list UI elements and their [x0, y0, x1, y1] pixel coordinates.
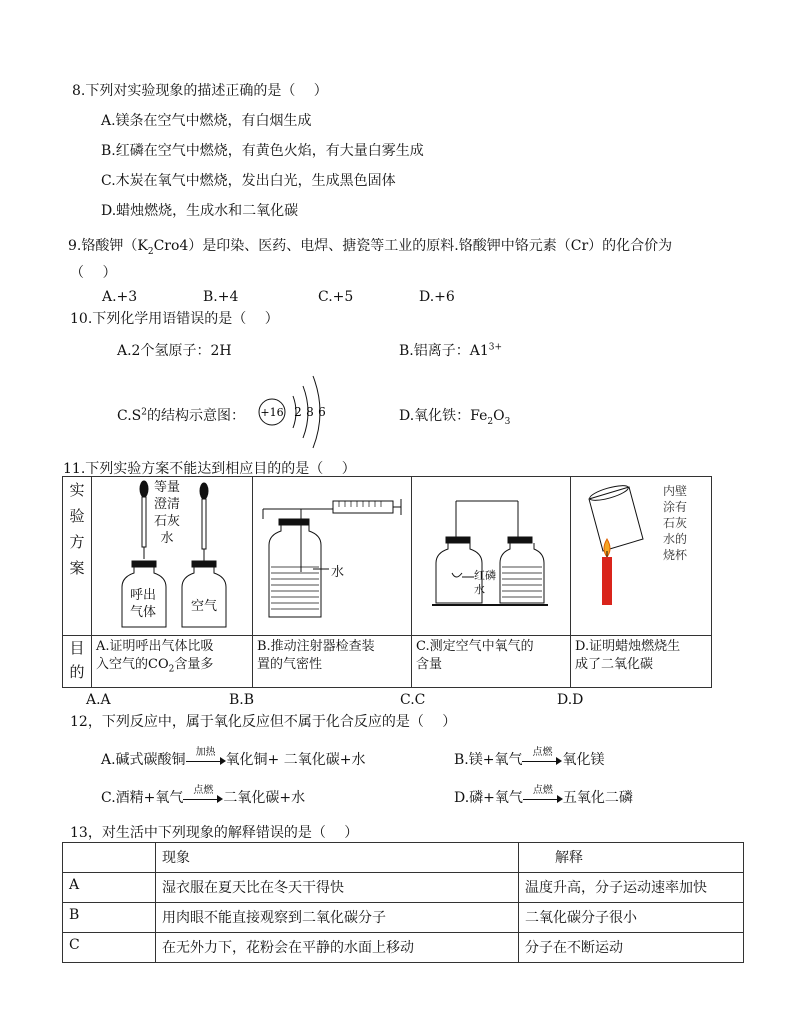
table-cell: B: [63, 903, 156, 933]
table-cell: 温度升高，分子运动速率加快: [519, 873, 744, 903]
table-cell: 用肉眼不能直接观察到二氧化碳分子: [156, 903, 519, 933]
q10-option-a: A.2个氢原子：2H: [117, 343, 232, 359]
table-row: [63, 873, 744, 903]
q9-stem-bracket: （ ）: [70, 265, 117, 281]
q12-option-c: C.酒精+氧气 点燃 二氧化碳+水: [101, 785, 306, 806]
q10-option-c: $C.S^2$的结构示意图：: [117, 407, 245, 424]
table-header-cell: 解释: [519, 843, 744, 873]
fig-c-label: 红磷 水: [474, 569, 496, 596]
table-header-cell: 现象: [156, 843, 519, 873]
q9-stem: 9.铬酸钾$(K_2Cro4)$是印染、医药、电焊、搪瓷等工业的原料.铬酸钾中铬元素（Cr）的化合价为: [68, 238, 673, 257]
q11-stem: 11.下列实验方案不能达到相应目的的是（ ）: [63, 461, 356, 477]
q11-option-b: B.B: [229, 692, 255, 708]
fig-b-cell: [253, 477, 412, 636]
q13-table: [62, 842, 744, 963]
fig-b-syringe-setup: [253, 477, 411, 631]
fig-d-candle-beaker: [571, 477, 711, 631]
q11-option-a: A.A: [86, 692, 111, 708]
fig-d-cell: [571, 477, 712, 636]
purpose-a: A.证明呼出气体比吸 入空气的$CO_2$含量多: [92, 636, 253, 688]
q10-option-d: D.氧化铁：$Fe_2O_3$: [399, 408, 511, 427]
table-row: [63, 933, 744, 963]
table-cell: A: [63, 873, 156, 903]
q10-option-b: B.铝离子：$A1^{3+}$: [399, 342, 503, 359]
q8-option-a: A.镁条在空气中燃烧，有白烟生成: [101, 113, 312, 129]
row-head-scheme: 实 验 方 案: [63, 477, 92, 636]
q8-option-d: D.蜡烛燃烧，生成水和二氧化碳: [101, 203, 299, 219]
q12-stem: 12，下列反应中，属于氧化反应但不属于化合反应的是（ ）: [70, 714, 457, 730]
reaction-arrow: 点燃: [183, 791, 223, 805]
q11-option-c: C.C: [400, 692, 426, 708]
shell-1: 2: [294, 405, 302, 419]
fig-c-oxygen-measure: [412, 477, 570, 631]
q12-option-d: D.磷+氧气 点燃 五氧化二磷: [454, 785, 633, 806]
q8-option-b: B.红磷在空气中燃烧，有黄色火焰，有大量白雾生成: [101, 143, 424, 159]
fig-b-water-label: 水: [331, 565, 345, 580]
table-cell: 分子在不断运动: [519, 933, 744, 963]
table-cell: 在无外力下，花粉会在平静的水面上移动: [156, 933, 519, 963]
q13-stem: 13，对生活中下列现象的解释错误的是（ ）: [70, 825, 359, 841]
q12-option-b: B.镁+氧气 点燃 氧化镁: [454, 747, 605, 768]
purpose-b: B.推动注射器检查装 置的气密性: [253, 636, 412, 688]
shell-3: 6: [318, 405, 326, 419]
q11-option-d: D.D: [557, 692, 584, 708]
table-cell: C: [63, 933, 156, 963]
purpose-c: C.测定空气中氧气的 含量: [412, 636, 571, 688]
fig-a-bottle2-label: 空气: [191, 599, 218, 614]
q8-option-c: C.木炭在氧气中燃烧，发出白光，生成黑色固体: [101, 173, 396, 189]
q8-stem: 8.下列对实验现象的描述正确的是（ ）: [72, 83, 328, 99]
q9-option-d: D.+6: [419, 289, 455, 305]
table-header-row: [63, 843, 744, 873]
reaction-arrow: 点燃: [522, 753, 562, 767]
fig-a-cell: [92, 477, 253, 636]
q12-option-a: A.碱式碳酸铜 加热 氧化铜+ 二氧化碳+水: [101, 747, 366, 768]
table-cell: 湿衣服在夏天比在冬天干得快: [156, 873, 519, 903]
q9-option-a: A.+3: [102, 289, 138, 305]
row-head-purpose: 目 的: [63, 636, 92, 688]
fig-c-cell: [412, 477, 571, 636]
fig-d-label: 内壁 涂有 石灰 水的 烧杯: [663, 484, 688, 562]
q10-stem: 10.下列化学用语错误的是（ ）: [70, 311, 279, 327]
q9-option-b: B.+4: [203, 289, 239, 305]
nucleus-label: +16: [260, 406, 284, 419]
reaction-arrow: 点燃: [523, 791, 563, 805]
table-header-cell: [63, 843, 156, 873]
table-cell: 二氧化碳分子很小: [519, 903, 744, 933]
fig-a-bottle1-label: 呼出 气体: [130, 588, 157, 620]
reaction-arrow: 加热: [186, 753, 226, 767]
q11-table: [62, 476, 712, 688]
sulfur-ion-structure-diagram: [255, 370, 335, 455]
q9-option-c: C.+5: [318, 289, 354, 305]
purpose-d: D.证明蜡烛燃烧生 成了二氧化碳: [571, 636, 712, 688]
table-row: [63, 903, 744, 933]
shell-2: 8: [306, 405, 314, 419]
fig-a-label-top: 等量 澄清 石灰 水: [154, 480, 181, 546]
